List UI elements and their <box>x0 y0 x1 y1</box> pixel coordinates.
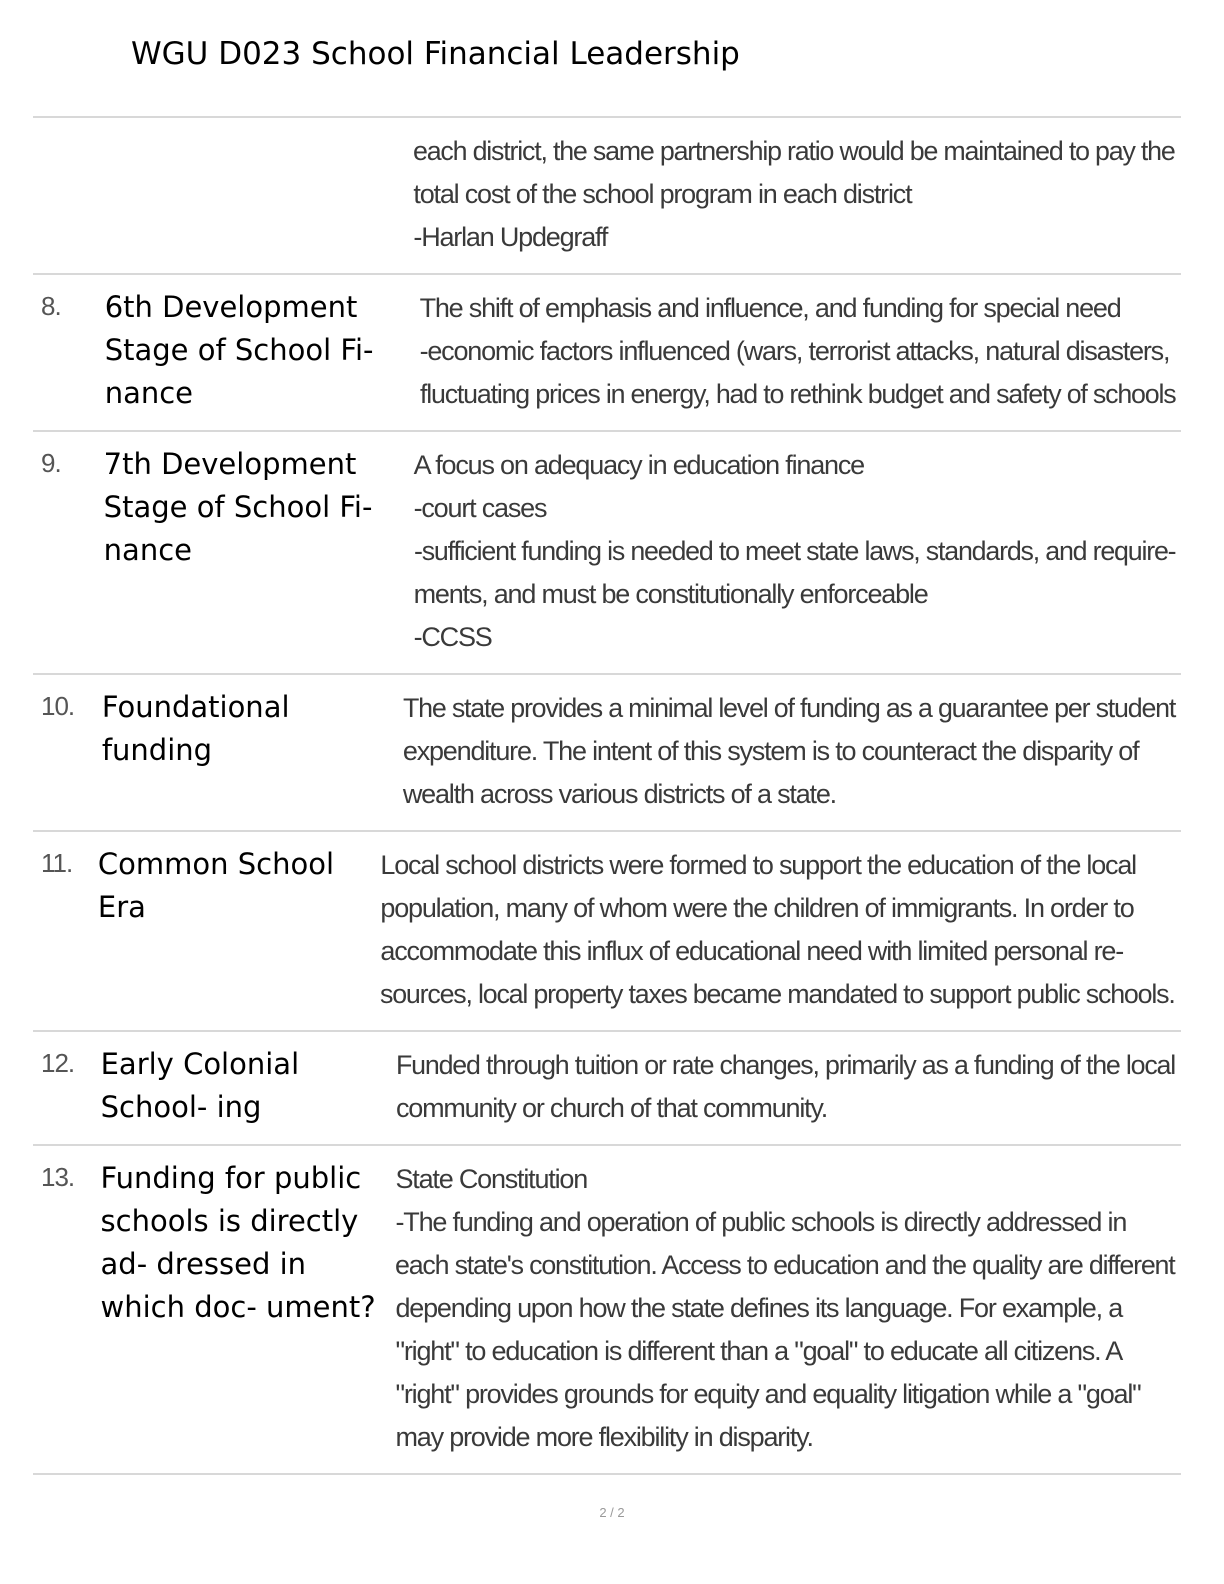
term: Funding for public schools is directly ad- dressed in which doc- ument? <box>100 1161 376 1324</box>
definition-line: accommodate this influx of educational need with limited personal re- <box>380 936 1124 966</box>
row-number: 12. <box>41 1048 75 1078</box>
table-row <box>33 118 1181 275</box>
definition-line: -economic factors influenced (wars, terrorist attacks, natural disasters, <box>419 336 1170 366</box>
definition <box>396 1032 1181 1144</box>
row-number: 11. <box>41 848 73 878</box>
definition-line: Local school districts were formed to support the education of the local <box>380 850 1136 880</box>
flashcard-table <box>33 116 1181 1475</box>
definition-line: total cost of the school program in each district <box>413 179 912 209</box>
definition <box>413 118 1181 273</box>
term: 7th Development Stage of School Fi- nance <box>103 447 373 567</box>
definition-line: depending upon how the state defines its language. For example, a <box>395 1293 1123 1323</box>
definition-line: expenditure. The intent of this system is to counteract the disparity of <box>402 736 1139 766</box>
table-row <box>33 675 1181 832</box>
definition-line: -Harlan Updegraff <box>413 222 608 252</box>
definition-line: "right" provides grounds for equity and equality litigation while a "goal" <box>395 1379 1141 1409</box>
definition-line: Funded through tuition or rate changes, primarily as a funding of the local <box>395 1050 1175 1080</box>
document-title: WGU D023 School Financial Leadership <box>131 36 740 72</box>
definition <box>380 832 1181 1030</box>
table-row <box>33 275 1181 432</box>
definition-line: may provide more flexibility in disparity. <box>395 1422 813 1452</box>
definition-line: ments, and must be constitutionally enforceable <box>413 579 928 609</box>
definition-line: each state's constitution. Access to education and the quality are different <box>395 1250 1176 1280</box>
row-number: 13. <box>41 1162 75 1192</box>
term: 6th Development Stage of School Fi- nance <box>104 290 374 410</box>
definition-line: fluctuating prices in energy, had to rethink budget and safety of schools <box>419 379 1175 409</box>
definition <box>395 1146 1181 1473</box>
definition-line: each district, the same partnership ratio would be maintained to pay the <box>413 136 1176 166</box>
definition-line: wealth across various districts of a state. <box>402 779 836 809</box>
term: Early Colonial School- ing <box>100 1047 300 1124</box>
definition-line: sources, local property taxes became mandated to support public schools. <box>380 979 1176 1009</box>
definition-line: The shift of emphasis and influence, and funding for special need <box>419 293 1121 323</box>
definition-line: community or church of that community. <box>395 1093 828 1123</box>
definition-line: State Constitution <box>395 1164 588 1194</box>
definition-line: -The funding and operation of public schools is directly addressed in <box>395 1207 1127 1237</box>
table-row <box>33 1146 1181 1475</box>
definition-line: A focus on adequacy in education finance <box>413 450 864 480</box>
definition-line: population, many of whom were the children of immigrants. In order to <box>380 893 1134 923</box>
definition-line: -court cases <box>413 493 547 523</box>
definition <box>403 675 1181 830</box>
row-number: 8. <box>41 291 61 321</box>
definition-line: -CCSS <box>413 622 492 652</box>
row-number: 9. <box>41 448 61 478</box>
definition-line: "right" to education is different than a "goal" to educate all citizens. A <box>395 1336 1123 1366</box>
definition <box>414 432 1181 673</box>
row-number <box>33 118 104 273</box>
definition <box>420 275 1181 430</box>
table-row <box>33 432 1181 675</box>
page-number: 2 / 2 <box>599 1505 625 1520</box>
definition-line: -sufficient funding is needed to meet state laws, standards, and require- <box>413 536 1175 566</box>
table-row <box>33 1032 1181 1146</box>
term: Common School Era <box>97 847 335 924</box>
term <box>104 118 414 273</box>
definition-line: The state provides a minimal level of funding as a guarantee per student <box>402 693 1175 723</box>
term: Foundational funding <box>101 690 290 767</box>
row-number: 10. <box>41 691 75 721</box>
table-row <box>33 832 1181 1032</box>
